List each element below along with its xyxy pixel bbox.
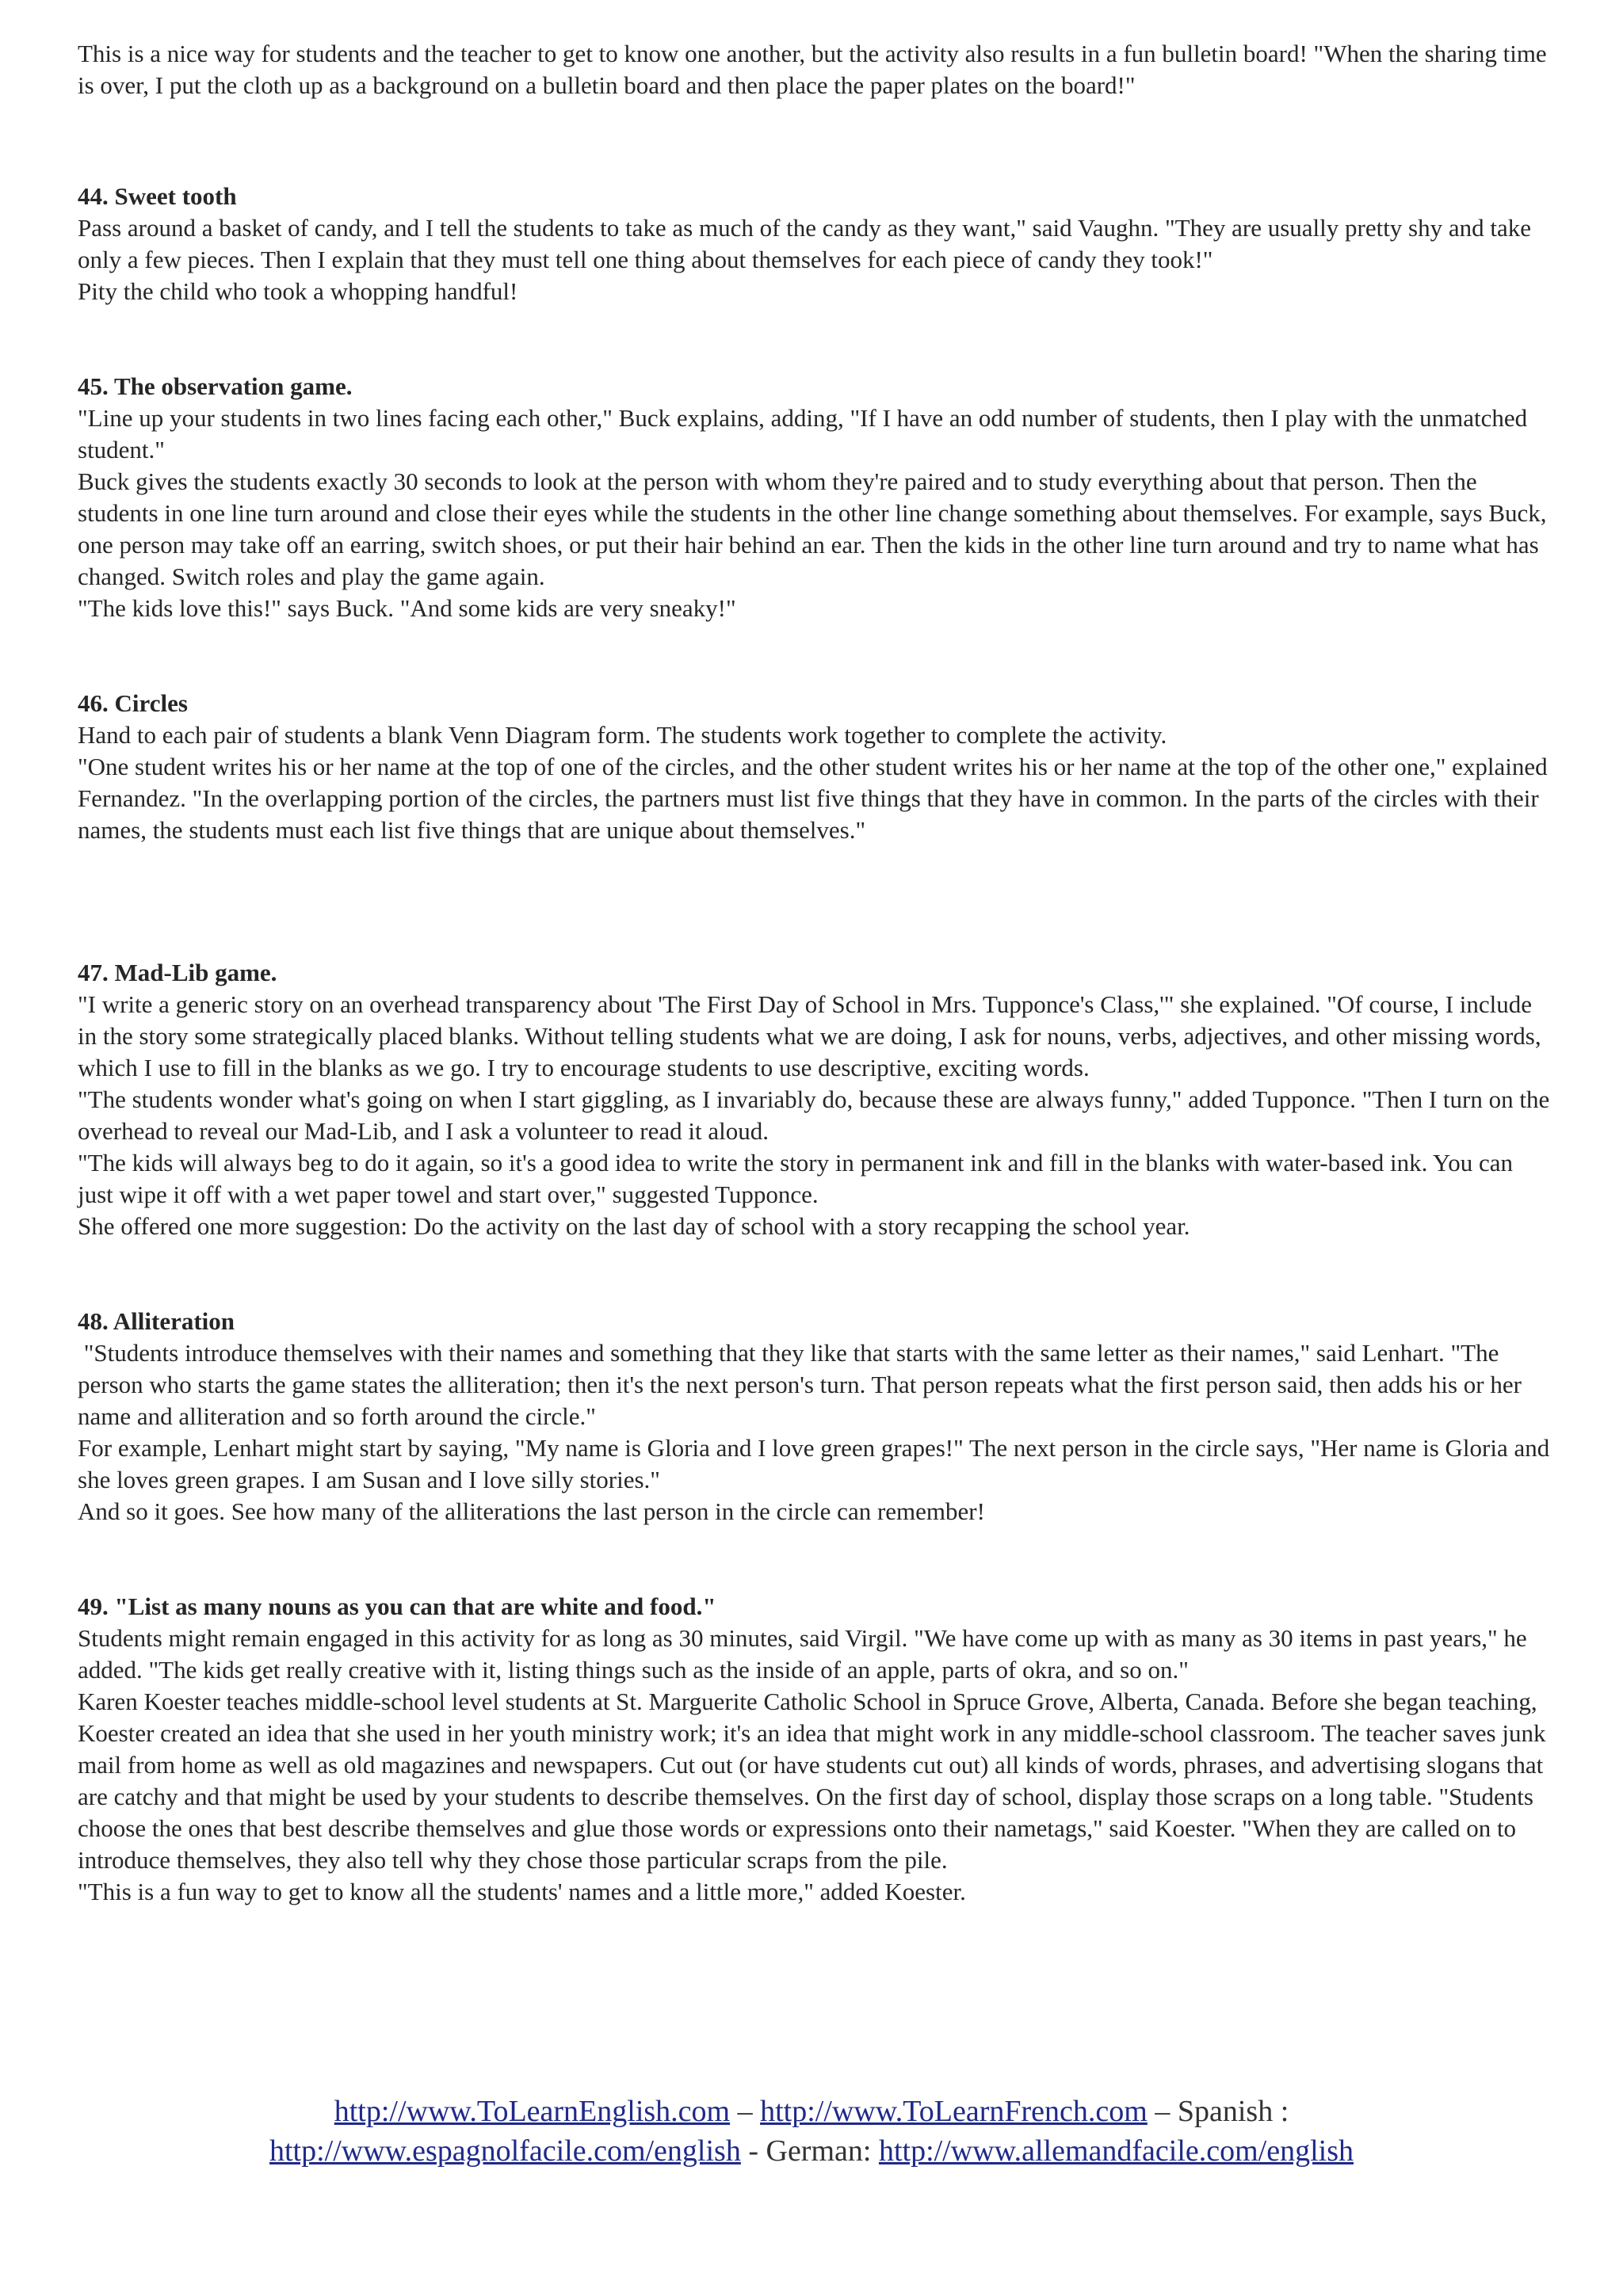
section-paragraph: "Line up your students in two lines facing each other," Buck explains, adding, "If I have an odd number of students, then I play with the unmatched student." bbox=[78, 404, 1528, 463]
section-paragraph: "One student writes his or her name at the top of one of the circles, and the other student writes his or her name at the top of the other one," explained Fernandez. "In the overlapping portion of the circles, the partners must list five things that they have in common. In the parts of the circles with their names, the students must each list five things that are unique about themselves." bbox=[78, 753, 1548, 844]
footer-separator: – bbox=[730, 2095, 761, 2128]
section-spacer bbox=[78, 624, 1552, 688]
section-heading: 49. "List as many nouns as you can that are white and food." bbox=[78, 1592, 716, 1620]
intro-section bbox=[78, 38, 1552, 101]
section-paragraph: Pity the child who took a whopping handful! bbox=[78, 277, 518, 305]
section-paragraph: Pass around a basket of candy, and I tell the students to take as much of the candy as they want," said Vaughn. "They are usually pretty shy and take only a few pieces. Then I explain that they must tell one thing about themselves for each piece of candy they took!" bbox=[78, 214, 1532, 273]
section-paragraph: "Students introduce themselves with their names and something that they like that starts with the same letter as their names," said Lenhart. "The person who starts the game states the alliteration; then it's the next person's turn. That person repeats what the first person said, then adds his or her name and alliteration and so forth around the circle." bbox=[78, 1339, 1528, 1430]
section-49 bbox=[78, 1591, 1552, 1908]
footer-line-1 bbox=[0, 2092, 1623, 2131]
page-footer bbox=[0, 2092, 1623, 2171]
section-heading: 44. Sweet tooth bbox=[78, 182, 237, 210]
section-heading: 45. The observation game. bbox=[78, 372, 353, 400]
section-paragraph: "The kids will always beg to do it again, so it's a good idea to write the story in permanent ink and fill in the blanks with water-based ink. You can just wipe it off with a wet paper towel and start over," suggested Tupponce. bbox=[78, 1149, 1513, 1208]
section-spacer bbox=[78, 307, 1552, 371]
section-paragraph: Students might remain engaged in this activity for as long as 30 minutes, said Virgil. "We have come up with as many as 30 items in past years," he added. "The kids get really creative with it, listing things such as the inside of an apple, parts of okra, and so on." bbox=[78, 1624, 1527, 1684]
document-page bbox=[78, 38, 1552, 1908]
section-paragraph: She offered one more suggestion: Do the activity on the last day of school with a story recapping the school year. bbox=[78, 1212, 1190, 1240]
section-46 bbox=[78, 688, 1552, 846]
section-paragraph: Hand to each pair of students a blank Venn Diagram form. The students work together to complete the activity. bbox=[78, 721, 1167, 749]
section-paragraph: "The students wonder what's going on when I start giggling, as I invariably do, because these are always funny," added Tupponce. "Then I turn on the overhead to reveal our Mad-Lib, and I ask a volunteer to read it aloud. bbox=[78, 1085, 1550, 1145]
section-paragraph: "The kids love this!" says Buck. "And some kids are very sneaky!" bbox=[78, 594, 736, 622]
section-paragraph: Karen Koester teaches middle-school level students at St. Marguerite Catholic School in Spruce Grove, Alberta, Canada. Before she began teaching, Koester created an idea that she used in her youth ministry work; it's an idea that might work in any middle-school classroom. The teacher saves junk mail from home as well as old magazines and newspapers. Cut out (or have students cut out) all kinds of words, phrases, and advertising slogans that are catchy and that might be used by your students to describe themselves. On the first day of school, display those scraps on a long table. "Students choose the ones that best describe themselves and glue those words or expressions onto their nametags," said Koester. "When they are called on to introduce themselves, they also tell why they chose those particular scraps from the pile. bbox=[78, 1688, 1546, 1874]
footer-line-2 bbox=[0, 2131, 1623, 2171]
section-44 bbox=[78, 181, 1552, 307]
section-paragraph: "This is a fun way to get to know all the students' names and a little more," added Koester. bbox=[78, 1878, 966, 1905]
intro-paragraph: This is a nice way for students and the teacher to get to know one another, but the activity also results in a fun bulletin board! "When the sharing time is over, I put the cloth up as a background on a bulletin board and then place the paper plates on the board!" bbox=[78, 40, 1547, 99]
footer-separator: – Spanish : bbox=[1147, 2095, 1289, 2128]
section-48 bbox=[78, 1306, 1552, 1527]
section-47 bbox=[78, 957, 1552, 1242]
section-45 bbox=[78, 371, 1552, 624]
section-spacer bbox=[78, 101, 1552, 181]
link-tolearnfrench[interactable]: http://www.ToLearnFrench.com bbox=[760, 2095, 1148, 2128]
link-espagnolfacile[interactable]: http://www.espagnolfacile.com/english bbox=[269, 2134, 741, 2168]
footer-separator: - German: bbox=[740, 2134, 879, 2168]
link-allemandfacile[interactable]: http://www.allemandfacile.com/english bbox=[878, 2134, 1354, 2168]
section-paragraph: And so it goes. See how many of the alliterations the last person in the circle can remember! bbox=[78, 1497, 985, 1525]
section-paragraph: "I write a generic story on an overhead transparency about 'The First Day of School in Mrs. Tupponce's Class,'" she explained. "Of course, I include in the story some strategically placed blanks. Without telling students what we are doing, I ask for nouns, verbs, adjectives, and other missing words, which I use to fill in the blanks as we go. I try to encourage students to use descriptive, exciting words. bbox=[78, 990, 1541, 1081]
section-heading: 48. Alliteration bbox=[78, 1307, 235, 1335]
section-paragraph: For example, Lenhart might start by saying, "My name is Gloria and I love green grapes!" The next person in the circle says, "Her name is Gloria and she loves green grapes. I am Susan and I love silly stories." bbox=[78, 1434, 1550, 1493]
link-tolearnenglish[interactable]: http://www.ToLearnEnglish.com bbox=[334, 2095, 731, 2128]
section-spacer bbox=[78, 846, 1552, 957]
section-spacer bbox=[78, 1242, 1552, 1306]
section-heading: 46. Circles bbox=[78, 689, 188, 717]
section-paragraph: Buck gives the students exactly 30 seconds to look at the person with whom they're paired and to study everything about that person. Then the students in one line turn around and close their eyes while the students in the other line change something about themselves. For example, says Buck, one person may take off an earring, switch shoes, or put their hair behind an ear. Then the kids in the other line turn around and try to name what has changed. Switch roles and play the game again. bbox=[78, 467, 1547, 590]
section-heading: 47. Mad-Lib game. bbox=[78, 959, 277, 986]
section-spacer bbox=[78, 1527, 1552, 1591]
